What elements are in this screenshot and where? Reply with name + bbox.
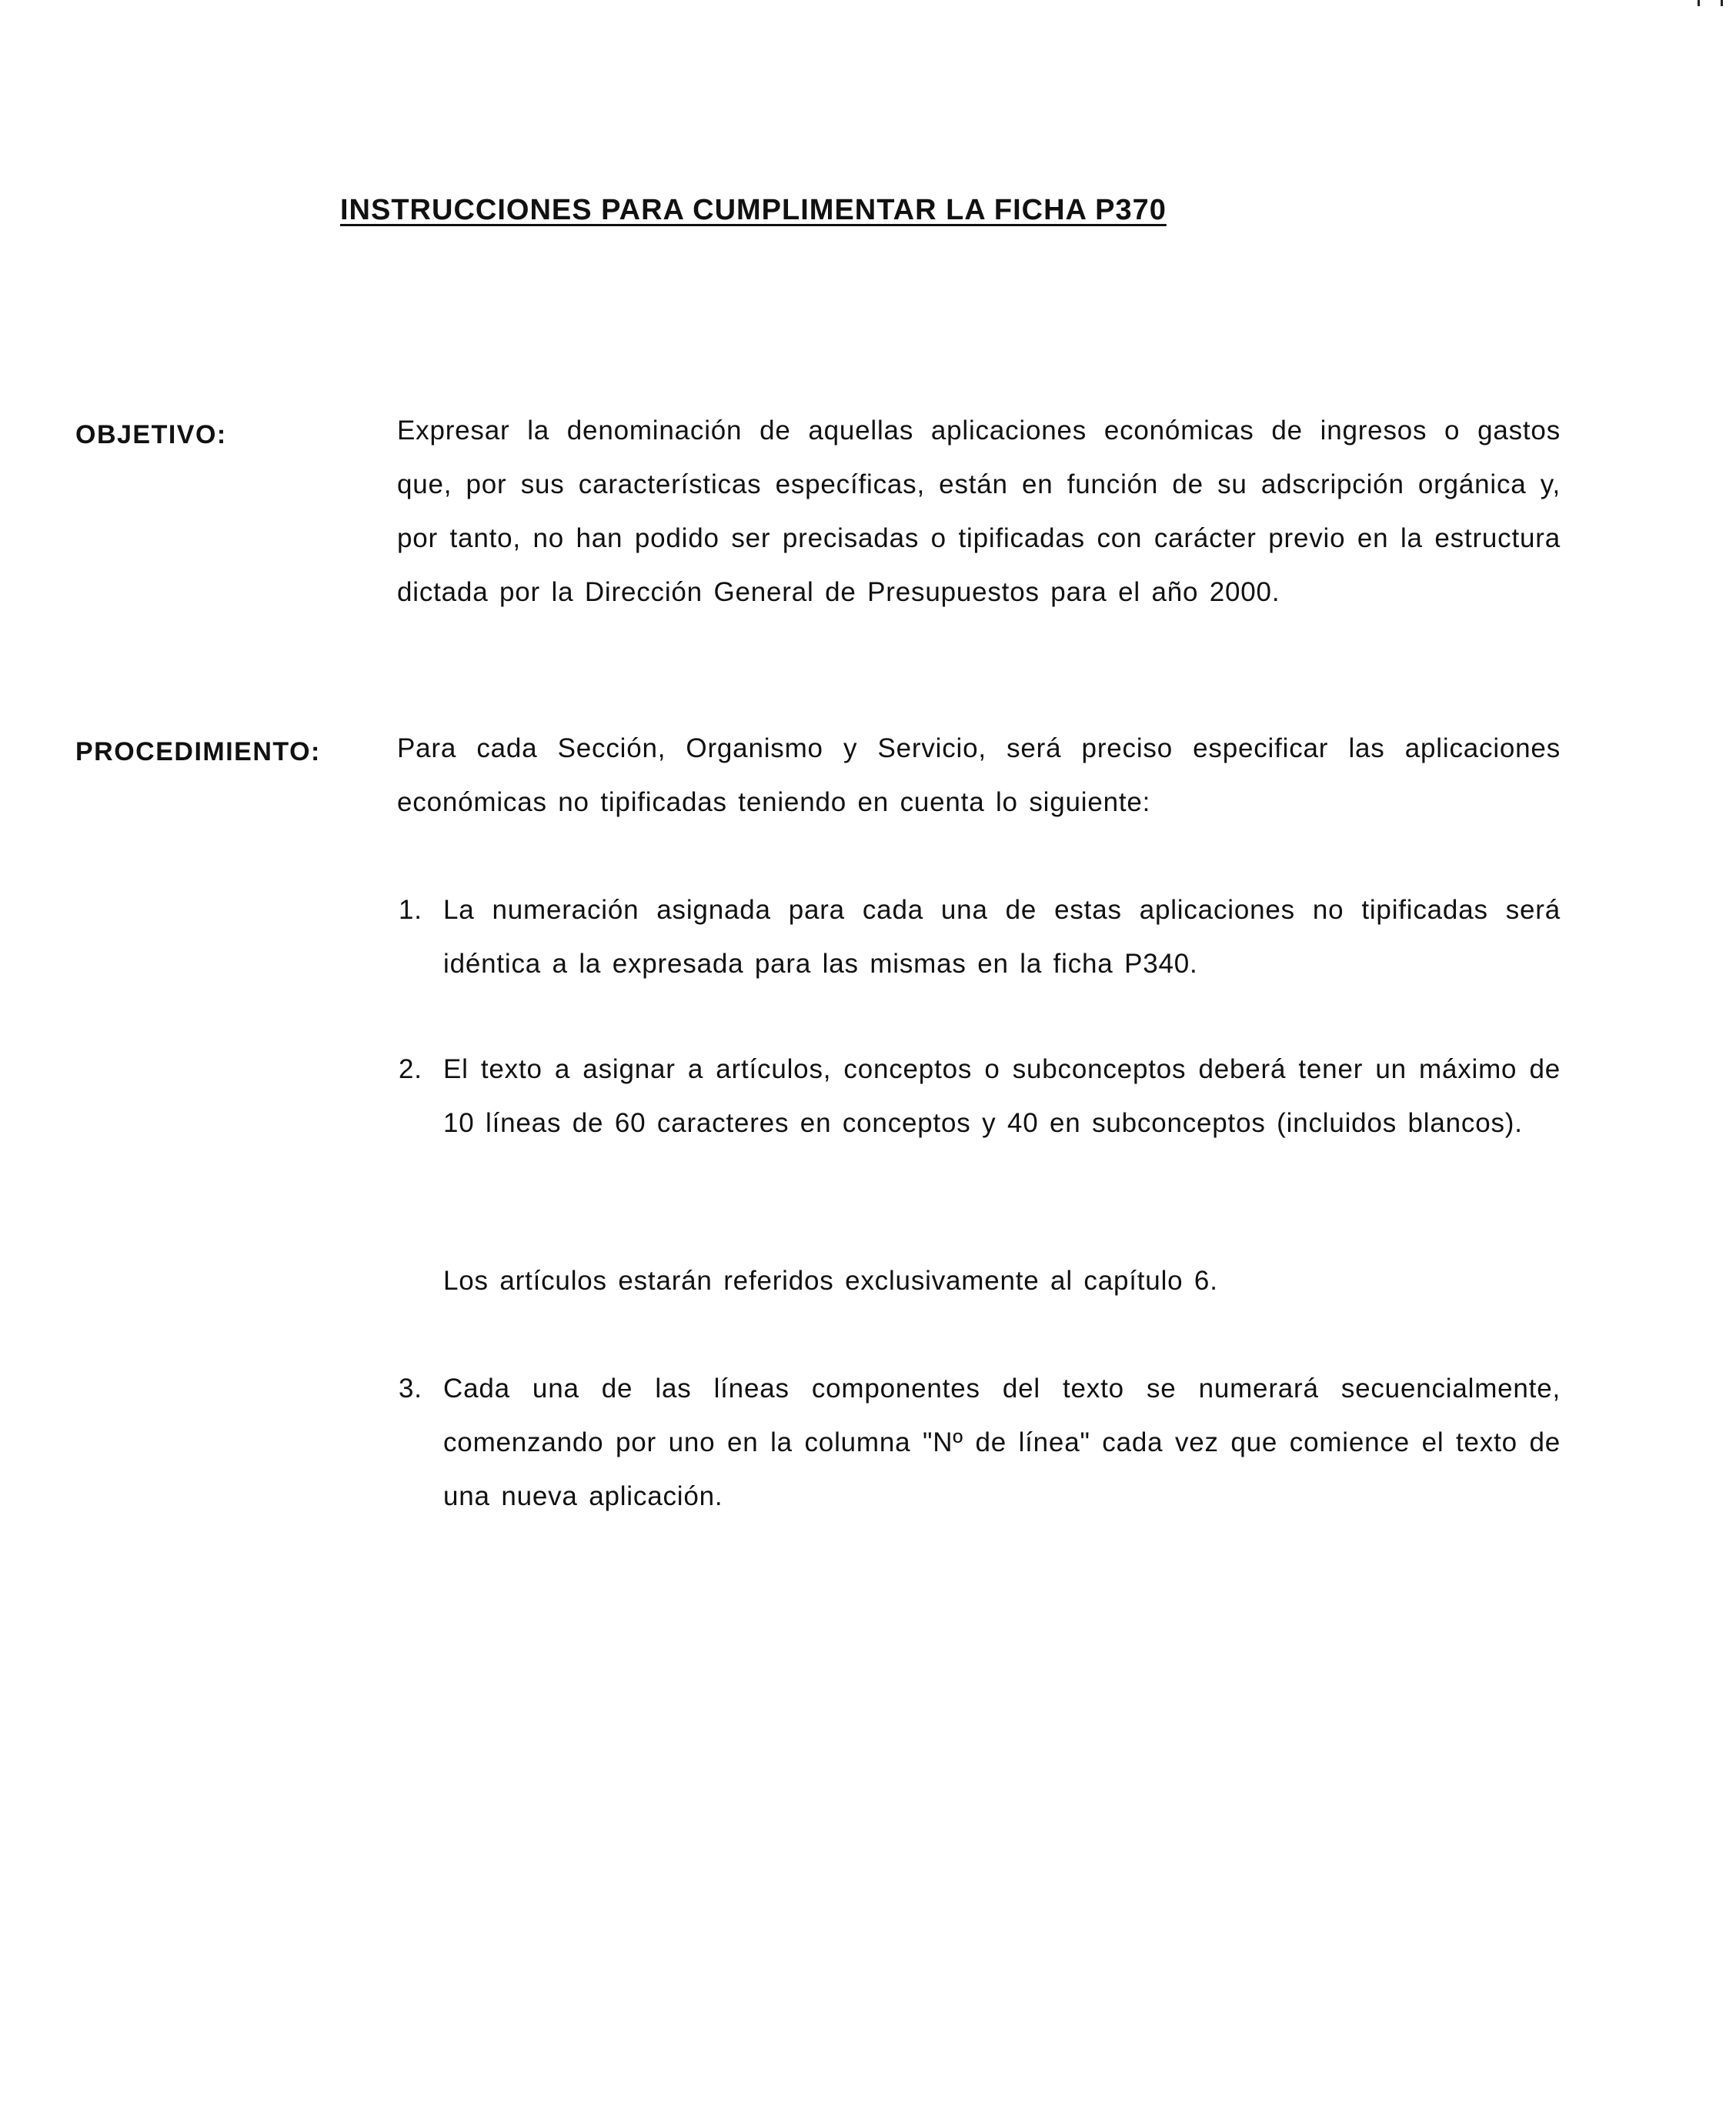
scan-mark [1694, 0, 1725, 8]
item-number: 2. [399, 1054, 422, 1084]
document-title: INSTRUCCIONES PARA CUMPLIMENTAR LA FICHA P370 [340, 194, 1167, 226]
item-number: 3. [399, 1374, 422, 1404]
objetivo-label: OBJETIVO: [75, 420, 227, 449]
item-text: El texto a asignar a artículos, conceptos o subconceptos deberá tener un máximo de 10 líneas de 60 caracteres en conceptos y 40 en subconceptos (incluidos blancos). [443, 1054, 1561, 1138]
procedimiento-item-1 [397, 883, 1561, 991]
procedimiento-item-2 [397, 1043, 1561, 1150]
procedimiento-item-3 [397, 1362, 1561, 1524]
objetivo-text: Expresar la denominación de aquellas aplicaciones económicas de ingresos o gastos que, por sus características específicas, están en función de su adscripción orgánica y, por tanto, no han podido ser precisadas o tipificadas con carácter previo en la estructura dictada por la Dirección General de Presupuestos para el año 2000. [397, 416, 1561, 607]
procedimiento-text: Para cada Sección, Organismo y Servicio, será preciso especificar las aplicaciones económicas no tipificadas teniendo en cuenta lo siguiente: [397, 733, 1561, 817]
procedimiento-label: PROCEDIMIENTO: [75, 737, 321, 766]
item-number: 1. [399, 895, 422, 925]
procedimiento-item-2-note: Los artículos estarán referidos exclusivamente al capítulo 6. [443, 1266, 1218, 1296]
item-text: Cada una de las líneas componentes del texto se numerará secuencialmente, comenzando por uno en la columna "Nº de línea" cada vez que comience el texto de una nueva aplicación. [443, 1374, 1561, 1511]
item-text: La numeración asignada para cada una de estas aplicaciones no tipificadas será idéntica a la expresada para las mismas en la ficha P340. [443, 895, 1561, 979]
